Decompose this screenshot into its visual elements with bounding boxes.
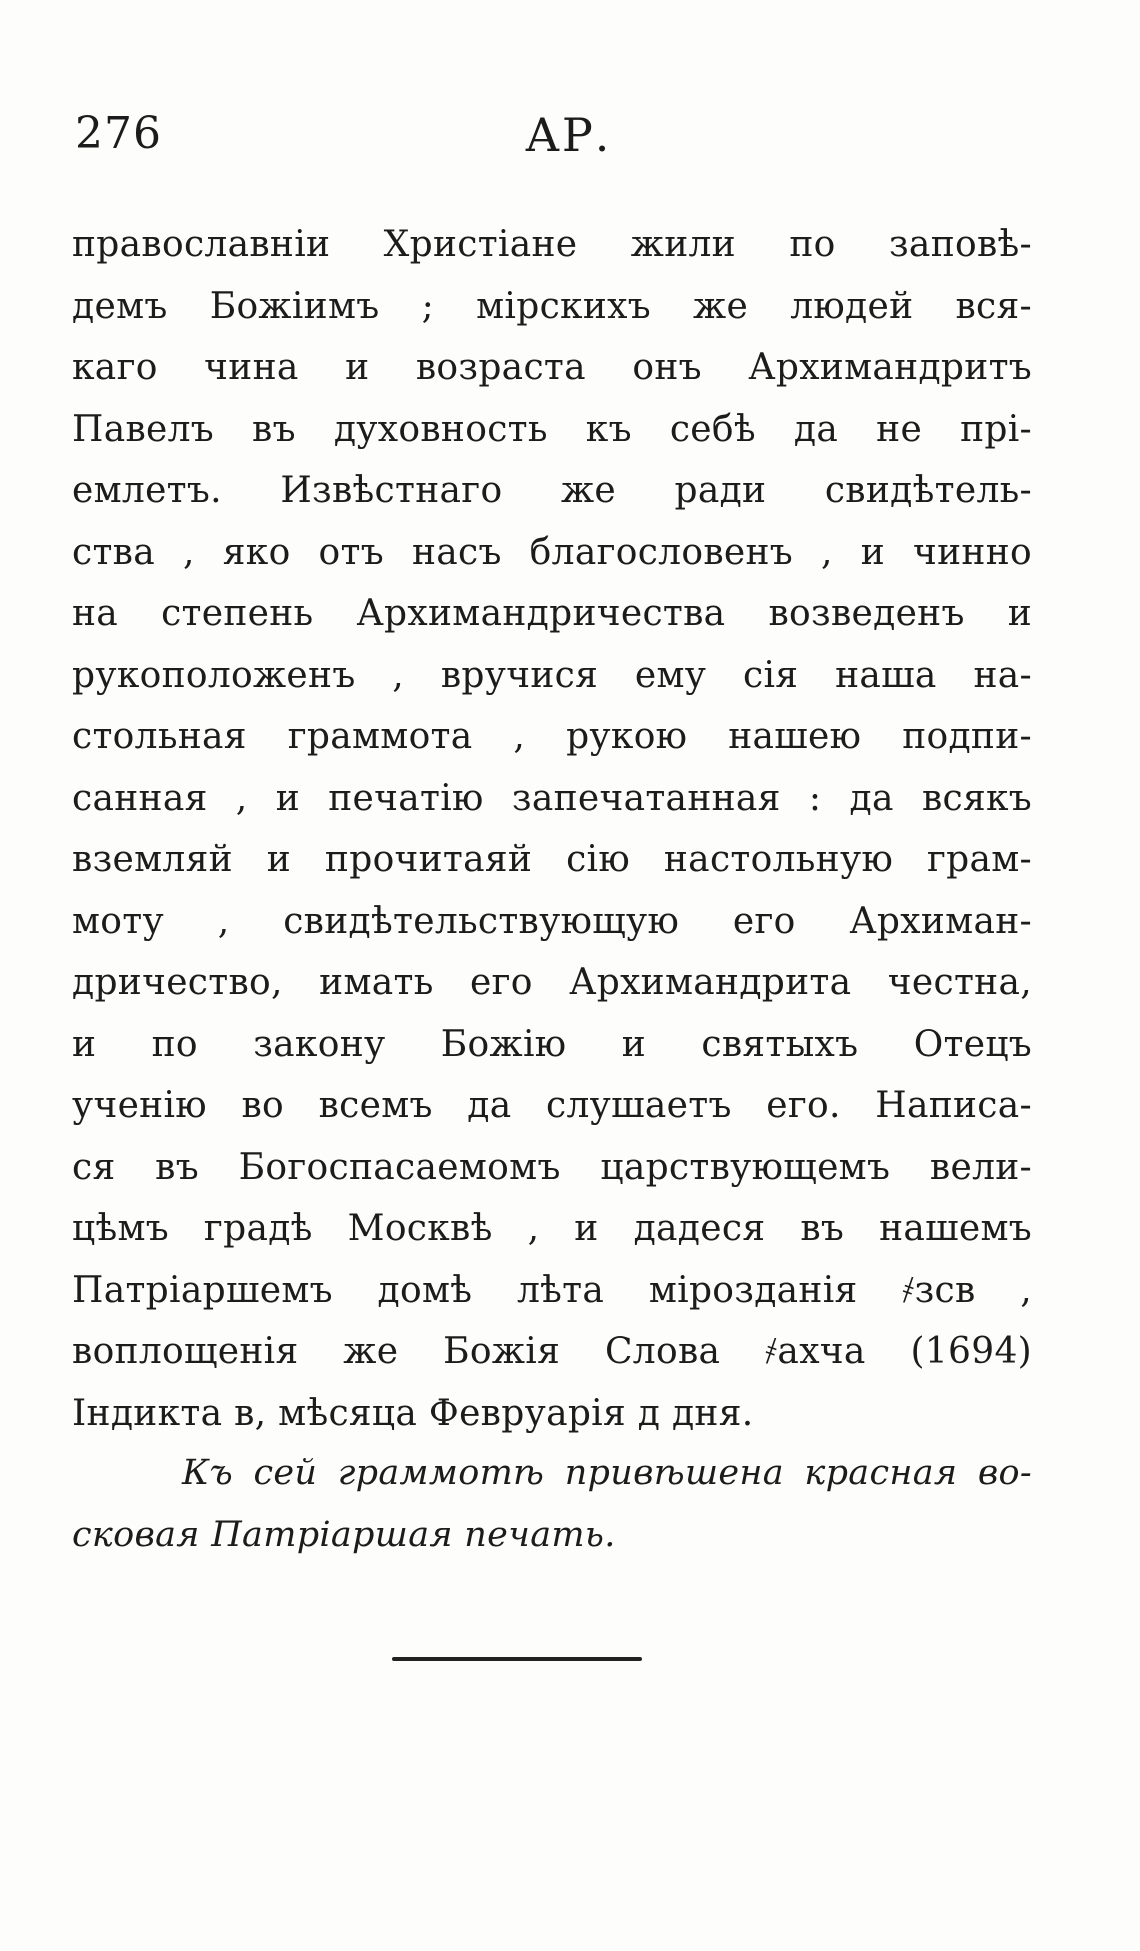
text-line: вземляй и прочитаяй сію настольную грам-	[72, 839, 1032, 880]
page-header	[75, 108, 1035, 168]
text-line: ся въ Богоспасаемомъ царствующемъ вели-	[72, 1146, 1032, 1188]
text-line: воплощенія же Божія Слова ҂ахча (1694)	[72, 1331, 1032, 1372]
text-line: санная , и печатію запечатанная : да всякъ	[72, 777, 1032, 819]
note-line: сковая Патріаршая печать.	[72, 1514, 616, 1555]
text-line: на степень Архимандричества возведенъ и	[72, 593, 1032, 634]
text-line: Патріаршемъ домѣ лѣта мірозданія ҂зсв ,	[72, 1269, 1032, 1311]
text-line: Індикта в, мѣсяца Февруарія д дня.	[72, 1392, 754, 1434]
running-head: АР.	[525, 108, 612, 162]
text-line: стольная граммота , рукою нашею подпи-	[72, 716, 1032, 757]
body-text	[72, 214, 1032, 1444]
text-line: каго чина и возраста онъ Архимандритъ	[72, 347, 1032, 388]
seal-note	[72, 1443, 1032, 1566]
text-line: демъ Божіимъ ; мірскихъ же людей вся-	[72, 285, 1032, 327]
page-number: 276	[75, 108, 162, 159]
text-line: цѣмъ градѣ Москвѣ , и дадеся въ нашемъ	[72, 1208, 1032, 1249]
text-line: рукоположенъ , вручися ему сія наша на-	[72, 654, 1032, 696]
text-line: православніи Христіане жили по заповѣ-	[72, 224, 1032, 265]
text-line: ученію во всемъ да слушаетъ его. Написа-	[72, 1085, 1032, 1126]
text-line: дричество, имать его Архимандрита честна,	[72, 962, 1032, 1003]
note-line: Къ сей граммотѣ привѣшена красная во-	[182, 1453, 1032, 1493]
section-end-rule	[392, 1657, 642, 1661]
text-line: ства , яко отъ насъ благословенъ , и чинно	[72, 531, 1032, 573]
text-line: Павелъ въ духовность къ себѣ да не прі-	[72, 408, 1032, 450]
text-line: и по закону Божію и святыхъ Отецъ	[72, 1023, 1032, 1065]
text-line: емлетъ. Извѣстнаго же ради свидѣтель-	[72, 470, 1032, 511]
text-line: моту , свидѣтельствующую его Архиман-	[72, 900, 1032, 942]
